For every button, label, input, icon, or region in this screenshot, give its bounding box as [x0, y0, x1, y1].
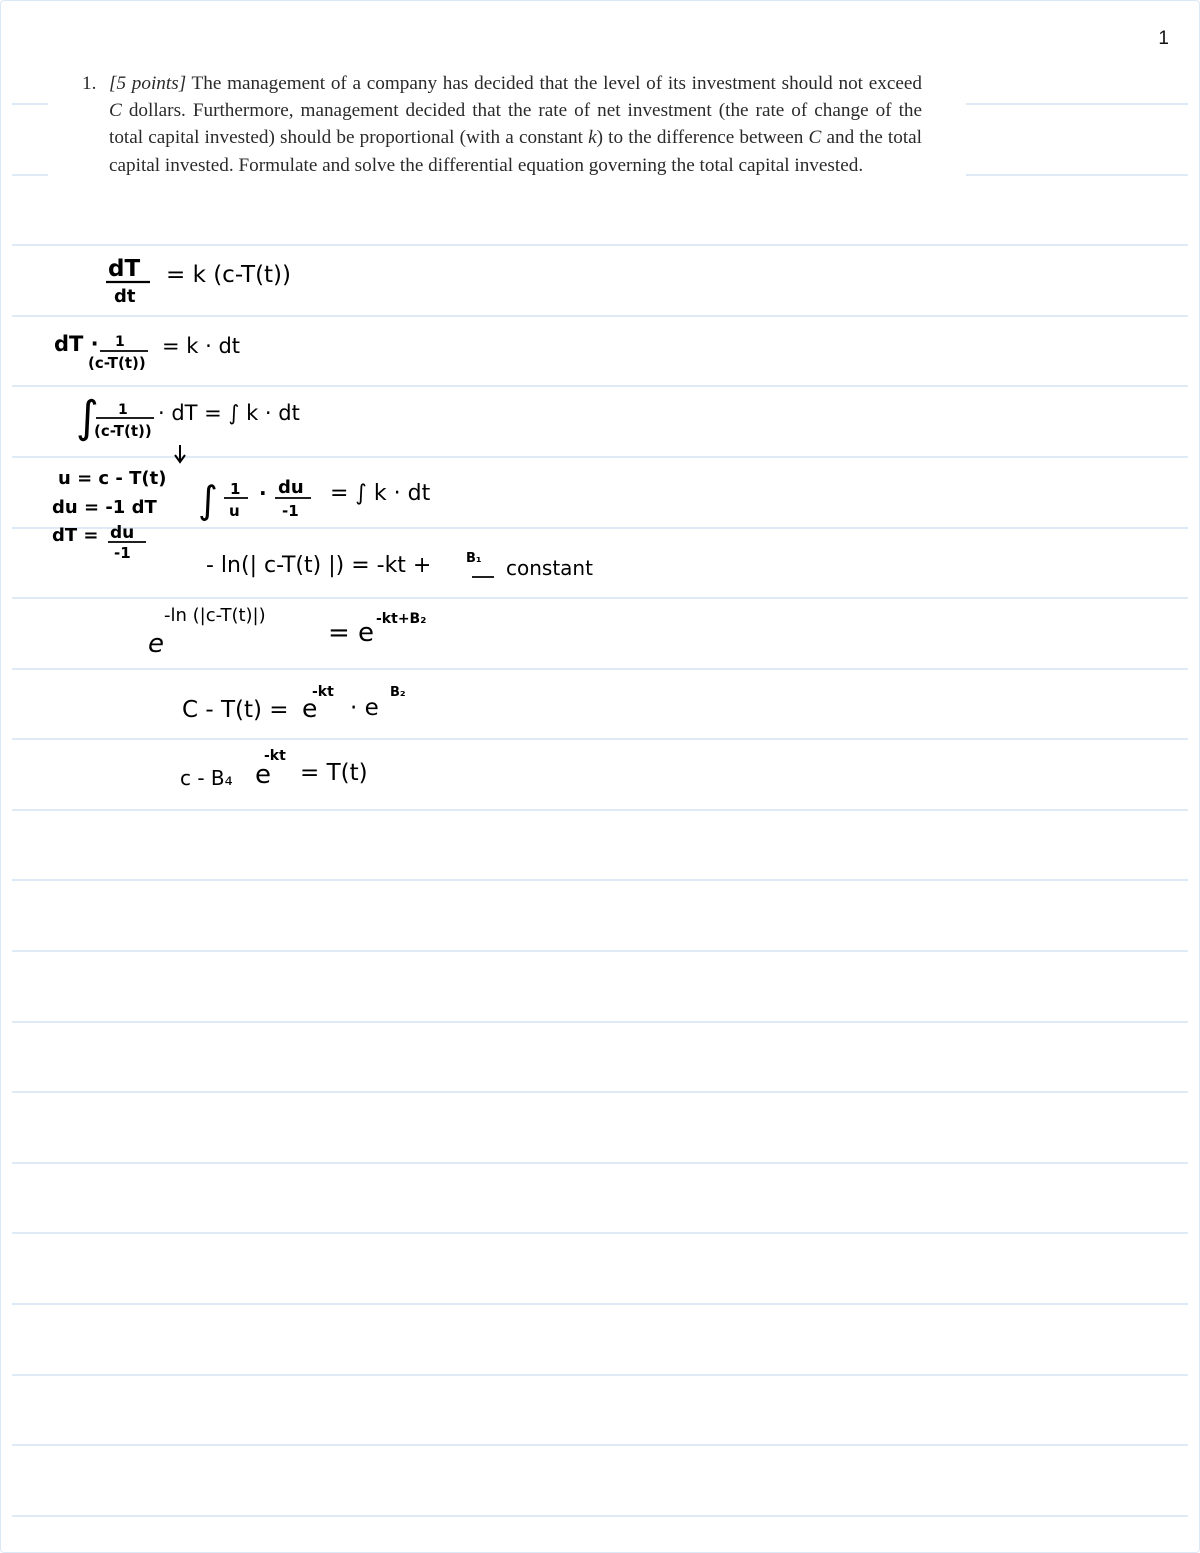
hw-text: u = c - T(t) [58, 468, 167, 489]
hw-text: e [148, 629, 164, 659]
hw-text: -1 [282, 502, 299, 520]
hw-text: -ln (|c-T(t)|) [164, 605, 266, 626]
step-6 [148, 605, 426, 659]
hw-text: -kt [312, 684, 334, 700]
hw-text: -kt [264, 748, 286, 764]
step-8 [180, 748, 368, 790]
hw-text: -1 [114, 544, 131, 562]
hw-text: · dT = ∫ k · dt [158, 401, 300, 425]
hw-text: u [229, 502, 240, 520]
step-7 [182, 684, 406, 723]
step-4 [198, 477, 431, 522]
hw-text: = T(t) [300, 760, 368, 786]
hw-text: e [302, 694, 318, 723]
hw-text: constant [506, 556, 593, 580]
hw-text: 1 [115, 334, 125, 350]
hw-text: B₂ [390, 685, 406, 700]
substitution [52, 468, 166, 562]
question-number: 1. [82, 73, 97, 94]
hw-text: = ∫ k · dt [330, 481, 431, 506]
hw-text: 1 [230, 480, 241, 498]
hw-text: B₁ [466, 551, 482, 566]
hw-text: = k · dt [162, 334, 241, 358]
hw-text: (c-T(t)) [88, 354, 146, 372]
question-points: [5 points] [109, 73, 187, 94]
hw-text: - ln(| c-T(t) |) = -kt + [206, 553, 432, 578]
hw-text: du [110, 523, 135, 543]
hw-text: e [255, 760, 271, 790]
hw-text: c - B₄ [180, 766, 233, 790]
hw-text: dt [114, 286, 136, 307]
hw-text: -kt+B₂ [376, 611, 427, 627]
hw-text: · [259, 481, 267, 505]
hw-text: du = -1 dT [52, 497, 157, 518]
step-5 [206, 551, 593, 580]
hw-text: dT [108, 256, 141, 282]
hw-text: (c-T(t)) [94, 422, 152, 440]
page-number: 1 [1158, 28, 1169, 49]
question-text: [5 points] The management of a company has decided that the level of its investment should not exceed C dollars. Furthermore, management decided that the rate of net investment (the rate of change of the total capital invested) should be proportional (with a constant k) to the difference between C and the total capital invested. Formulate and solve the differential equation governing the total capital invested. [109, 73, 923, 176]
hw-text: C - T(t) = [182, 697, 289, 723]
step-2 [54, 332, 240, 372]
hw-text: · e [350, 695, 379, 721]
step-1 [106, 256, 291, 307]
hw-text: = e [328, 618, 375, 648]
hw-text: = k (c-T(t)) [166, 262, 292, 288]
step-3 [76, 392, 300, 462]
hw-text: ∫ [76, 392, 99, 443]
hw-text: dT = [52, 525, 99, 546]
hw-text: ∫ [198, 478, 218, 522]
hw-text: du [278, 477, 304, 498]
hw-text: dT · [54, 332, 99, 356]
hw-text: 1 [118, 402, 128, 418]
